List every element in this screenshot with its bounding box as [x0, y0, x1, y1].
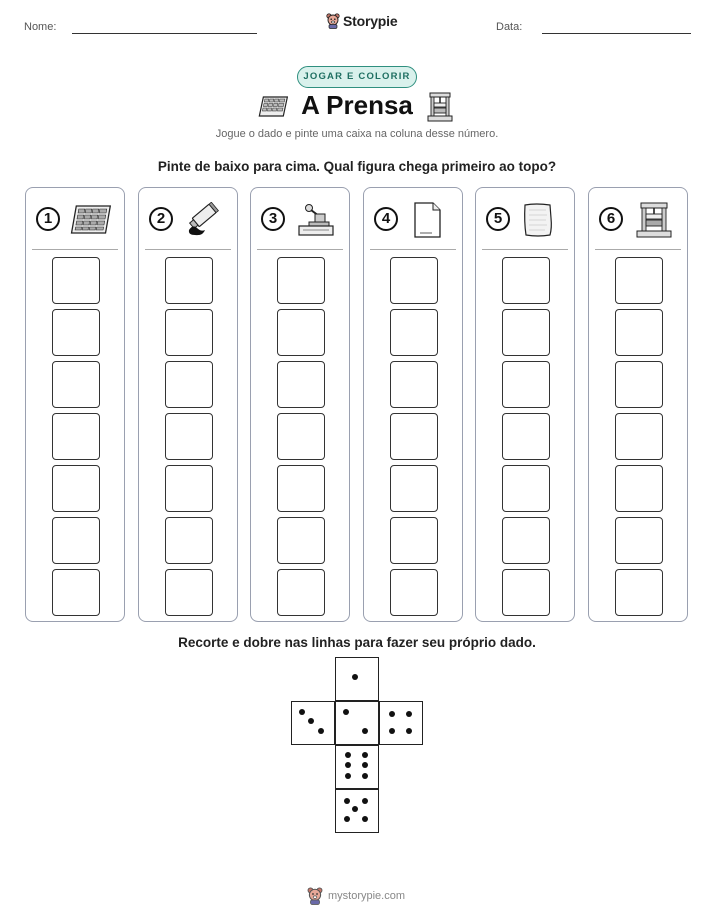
die-pip — [352, 674, 358, 680]
die-pip — [362, 728, 368, 734]
die-pip — [362, 816, 368, 822]
color-box[interactable] — [390, 309, 438, 356]
column-number: 5 — [486, 207, 510, 231]
parchment-icon — [520, 202, 562, 238]
color-box[interactable] — [615, 413, 663, 460]
color-box[interactable] — [165, 309, 213, 356]
color-box[interactable] — [390, 257, 438, 304]
die-pip — [344, 816, 350, 822]
color-box[interactable] — [615, 517, 663, 564]
die-pip — [345, 752, 351, 758]
color-box[interactable] — [165, 361, 213, 408]
color-box[interactable] — [52, 257, 100, 304]
color-box[interactable] — [615, 569, 663, 616]
column-number: 2 — [149, 207, 173, 231]
ink-tube-icon — [183, 202, 225, 238]
color-box[interactable] — [165, 465, 213, 512]
color-box[interactable] — [615, 309, 663, 356]
color-box[interactable] — [502, 309, 550, 356]
die-face-3[interactable] — [291, 701, 335, 745]
die-instruction: Recorte e dobre nas linhas para fazer seu próprio dado. — [178, 635, 536, 650]
die-pip — [362, 773, 368, 779]
embosser-stamp-icon — [295, 202, 337, 238]
die-face-5[interactable] — [335, 789, 379, 833]
bear-mascot-icon — [307, 887, 323, 905]
die-pip — [406, 728, 412, 734]
color-box[interactable] — [277, 413, 325, 460]
color-box[interactable] — [615, 465, 663, 512]
color-box[interactable] — [52, 517, 100, 564]
die-pip — [344, 798, 350, 804]
die-face-4[interactable] — [379, 701, 423, 745]
color-box[interactable] — [165, 517, 213, 564]
die-pip — [352, 806, 358, 812]
color-box[interactable] — [277, 465, 325, 512]
die-pip — [343, 709, 349, 715]
color-box[interactable] — [165, 413, 213, 460]
die-face-1[interactable] — [335, 657, 379, 701]
column-number: 4 — [374, 207, 398, 231]
color-box[interactable] — [390, 517, 438, 564]
footer-url[interactable]: mystorypie.com — [328, 890, 406, 902]
bear-mascot-icon — [326, 13, 340, 29]
color-box[interactable] — [390, 569, 438, 616]
column-divider — [257, 249, 343, 250]
name-line[interactable] — [72, 33, 257, 34]
page-title: A Prensa — [301, 90, 413, 120]
color-box[interactable] — [502, 413, 550, 460]
column-6 — [588, 187, 688, 622]
color-box[interactable] — [277, 309, 325, 356]
name-label: Nome: — [24, 21, 57, 33]
color-box[interactable] — [502, 569, 550, 616]
die-pip — [308, 718, 314, 724]
column-1 — [25, 187, 125, 622]
printing-press-icon — [633, 202, 675, 238]
die-pip — [345, 773, 351, 779]
color-box[interactable] — [502, 257, 550, 304]
die-pip — [299, 709, 305, 715]
die-pip — [318, 728, 324, 734]
color-box[interactable] — [165, 257, 213, 304]
color-box[interactable] — [52, 413, 100, 460]
footer — [307, 887, 405, 905]
column-divider — [482, 249, 568, 250]
column-divider — [145, 249, 231, 250]
die-face-2[interactable] — [335, 701, 379, 745]
color-box[interactable] — [52, 361, 100, 408]
color-box[interactable] — [52, 569, 100, 616]
die-face-6[interactable] — [335, 745, 379, 789]
column-number: 3 — [261, 207, 285, 231]
color-box[interactable] — [52, 465, 100, 512]
page-subtitle: Jogue o dado e pinte uma caixa na coluna desse número. — [215, 128, 499, 140]
die-pip — [345, 762, 351, 768]
race-instruction: Pinte de baixo para cima. Qual figura chega primeiro ao topo? — [157, 159, 557, 174]
printing-press-icon — [426, 91, 454, 123]
column-5 — [475, 187, 575, 622]
color-box[interactable] — [615, 257, 663, 304]
paper-sheet-icon — [408, 202, 450, 238]
column-number: 1 — [36, 207, 60, 231]
die-pip — [389, 728, 395, 734]
color-box[interactable] — [277, 569, 325, 616]
date-line[interactable] — [542, 33, 691, 34]
color-box[interactable] — [52, 309, 100, 356]
brand-logo — [326, 13, 397, 29]
type-tray-icon — [70, 202, 112, 238]
color-box[interactable] — [502, 361, 550, 408]
color-box[interactable] — [390, 361, 438, 408]
column-3 — [250, 187, 350, 622]
color-box[interactable] — [390, 465, 438, 512]
color-box[interactable] — [502, 517, 550, 564]
column-divider — [370, 249, 456, 250]
color-box[interactable] — [277, 517, 325, 564]
die-pip — [362, 798, 368, 804]
color-box[interactable] — [502, 465, 550, 512]
color-box[interactable] — [277, 361, 325, 408]
column-2 — [138, 187, 238, 622]
activity-badge: JOGAR E COLORIR — [297, 66, 417, 88]
color-box[interactable] — [615, 361, 663, 408]
date-label: Data: — [496, 21, 523, 33]
color-box[interactable] — [165, 569, 213, 616]
die-pip — [406, 711, 412, 717]
die-pip — [362, 762, 368, 768]
die-pip — [389, 711, 395, 717]
column-number: 6 — [599, 207, 623, 231]
color-box[interactable] — [277, 257, 325, 304]
color-box[interactable] — [390, 413, 438, 460]
die-pip — [362, 752, 368, 758]
column-divider — [32, 249, 118, 250]
column-4 — [363, 187, 463, 622]
column-divider — [595, 249, 681, 250]
brand-name: Storypie — [343, 13, 398, 29]
